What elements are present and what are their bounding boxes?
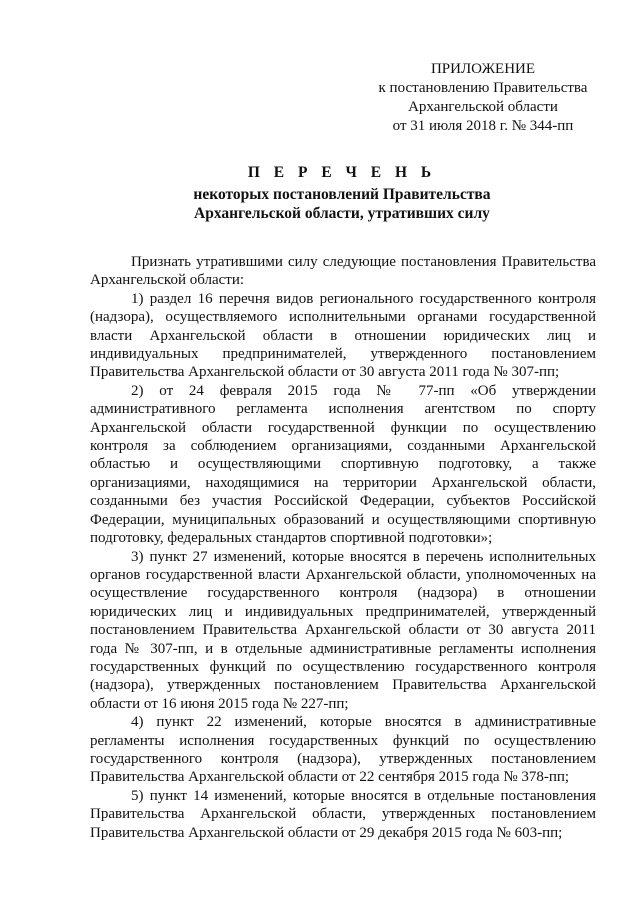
intro-paragraph: Признать утратившими силу следующие постановления Правительства Архангельской области: [90,254,596,289]
list-item: 2) от 24 февраля 2015 года № 77-пп «Об утверждении административного регламента исполнения агентством по спорту Архангельской области государственной функции по осуществлению контроля за соблюдением организациями, созданными Архангельской областью и осуществляющими спортивную подготовку, а также организациями, находящимися на территории Архангельской области, созданными без участия Российской Федерации, субъектов Российской Федерации, муниципальных образований и осуществляющими спортивную подготовку, федеральных стандартов спортивной подготовки»; [90,382,596,547]
list-item: 1) раздел 16 перечня видов регионального государственного контроля (надзора), осуществляемого исполнительными органами государственной власти Архангельской области в отношении юридических лиц и индивидуальных предпринимателей, утвержденного постановлением Правительства Архангельской области от 30 августа 2011 года № 307-пп; [90,290,596,381]
appendix-date-line: от 31 июля 2018 г. № 344-пп [392,118,574,134]
document-subtitle-line: некоторых постановлений Правительства [193,186,491,203]
appendix-line: к постановлению Правительства [378,80,588,96]
document-subtitle-line: Архангельской области, утративших силу [194,205,490,222]
list-item: 3) пункт 27 изменений, которые вносятся в перечень исполнительных органов государственной власти Архангельской области, уполномоченных на осуществление государственного контроля (надзора) в отношении юридических лиц и индивидуальных предпринимателей, утвержденный постановлением Правительства Архангельской области от 30 августа 2011 года № 307-пп, и в отдельные административные регламенты исполнения государственных функций по осуществлению государственного контроля (надзора), утвержденных постановлением Правительства Архангельской области от 16 июня 2015 года № 227-пп; [90,548,596,712]
list-item: 4) пункт 22 изменений, которые вносятся в административные регламенты исполнения государственных функций по осуществлению государственного контроля (надзора), утвержденных постановлением Правительства Архангельской области от 22 сентября 2015 года № 378-пп; [90,714,596,786]
list-item: 5) пункт 14 изменений, которые вносятся в отдельные постановления Правительства Архангельской области, утвержденных постановлением Правительства Архангельской области от 29 декабря 2015 года № 603-пп; [90,787,596,841]
document-title: П Е Р Е Ч Е Н Ь [247,164,437,181]
appendix-line: Архангельской области [408,99,558,115]
document-heading [92,163,592,223]
appendix-title: ПРИЛОЖЕНИЕ [430,61,536,77]
document-body [90,253,596,842]
appendix-header [358,60,608,136]
